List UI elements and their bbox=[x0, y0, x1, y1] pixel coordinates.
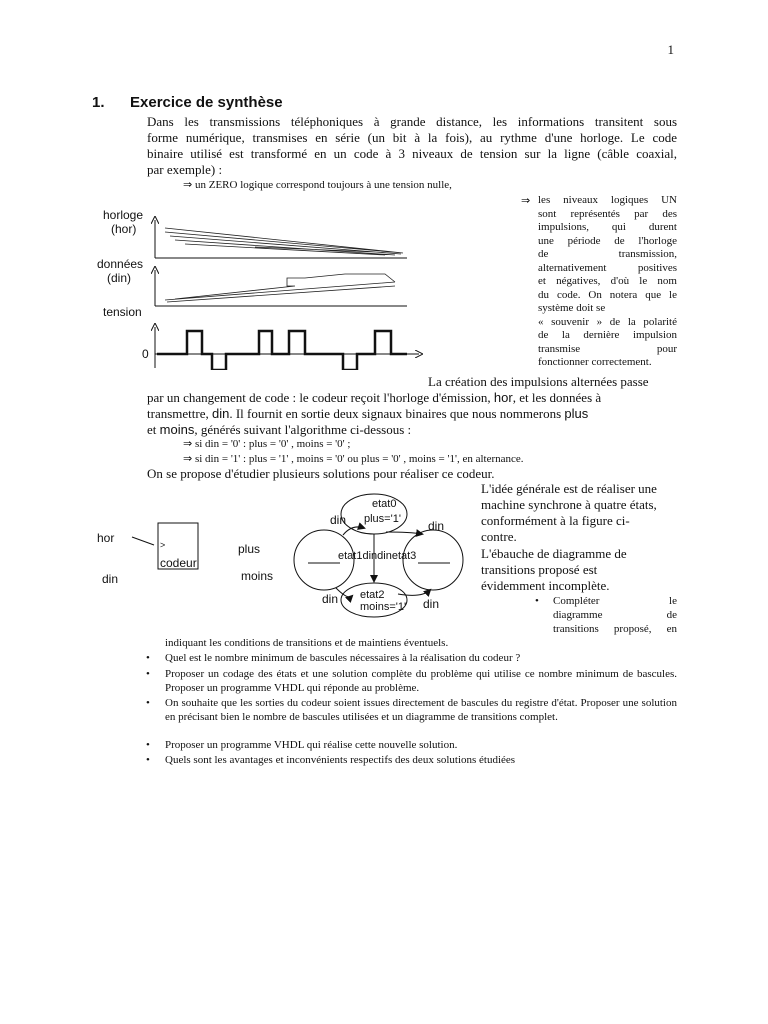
right-line-6: transitions proposé est bbox=[481, 562, 598, 577]
exercise-heading bbox=[92, 94, 283, 111]
intro-line-1: Dans les transmissions téléphoniques à grande distance, les informations transitent sous bbox=[147, 114, 677, 129]
din-transition-label: din bbox=[330, 513, 347, 527]
din-transition-label: din bbox=[423, 597, 440, 611]
intro-line-4: par exemple) : bbox=[147, 162, 223, 177]
codeur-plus-label: plus bbox=[238, 542, 261, 556]
codeur-line-3-end: , générés suivant l'algorithme ci-dessous : bbox=[194, 422, 412, 437]
codeur-line-1-end: , et les données à bbox=[512, 390, 602, 405]
bullet-icon: • bbox=[146, 697, 150, 709]
question-3: On souhaite que les sorties du codeur soient issues directement de bascules du registre d'état. Proposer une solution en précisant bien le nombre de bascules utilisées et un diagramme de transitions complet. bbox=[165, 697, 677, 723]
side-line-9: système doit se bbox=[538, 302, 606, 314]
completer-continued: indiquant les conditions de transitions et de maintiens éventuels. bbox=[165, 637, 449, 649]
side-line-12: transmise pour bbox=[538, 342, 677, 355]
right-line-1: L'idée générale est de réaliser une bbox=[481, 481, 657, 496]
side-line-13: fonctionner correctement. bbox=[538, 356, 652, 368]
implies-arrow-icon: ⇒ bbox=[183, 452, 193, 465]
side-line-6: alternativement positives bbox=[538, 261, 677, 274]
label-tension: tension bbox=[103, 305, 142, 319]
completer-line-2: diagramme de bbox=[553, 609, 677, 621]
right-line-3: conformément à la figure ci- bbox=[481, 513, 630, 528]
codeur-line-3-text: et bbox=[147, 422, 160, 437]
heading-number: 1. bbox=[92, 94, 105, 111]
algo-line-2 bbox=[183, 452, 524, 466]
hor-signal-name: hor bbox=[493, 390, 513, 405]
side-line-3: impulsions, qui durent bbox=[538, 221, 677, 233]
middle-overlap-label: etat1dindinetat3 bbox=[338, 550, 417, 562]
algo-rule-1: si din = '1' : plus = '1' , moins = '0' ou plus = '0' , moins = '1', en alternance. bbox=[194, 453, 524, 465]
bullet-icon: • bbox=[146, 754, 150, 766]
clock-input-icon: > bbox=[160, 540, 166, 550]
moins-signal-name: moins bbox=[159, 422, 195, 437]
codeur-line-2 bbox=[147, 406, 588, 422]
side-line-8: du code. On notera que le bbox=[538, 288, 677, 301]
intro-line-3: binaire utilisé est transformé en un code à 3 niveaux de tension sur la ligne (câble coaxial, bbox=[147, 146, 677, 161]
question-1: Quel est le nombre minimum de bascules nécessaires à la réalisation du codeur ? bbox=[165, 652, 521, 664]
label-din: (din) bbox=[107, 271, 132, 285]
side-line-4: une période de l'horloge bbox=[538, 234, 677, 247]
codeur-block-diagram bbox=[90, 515, 290, 590]
label-donnees: données bbox=[97, 257, 144, 271]
completer-line-1: Compléter le bbox=[553, 595, 677, 607]
side-line-10: « souvenir » de la polarité bbox=[538, 315, 677, 328]
codeur-line-1 bbox=[147, 390, 601, 406]
etat2-output: moins='1' bbox=[360, 601, 407, 613]
right-line-7: évidemment incomplète. bbox=[481, 578, 610, 593]
codeur-line-2-text: transmettre, bbox=[147, 406, 212, 421]
heading-title: Exercice de synthèse bbox=[130, 94, 283, 111]
codeur-line-3 bbox=[147, 422, 411, 438]
side-line-1: les niveaux logiques UN bbox=[538, 194, 677, 206]
timing-diagram bbox=[95, 200, 425, 370]
right-line-5: L'ébauche de diagramme de bbox=[481, 546, 627, 561]
side-line-11: de la dernière impulsion bbox=[538, 329, 677, 341]
side-line-2: sont représentés par des bbox=[538, 207, 677, 220]
din-transition-label: din bbox=[428, 519, 445, 533]
bullet-icon: • bbox=[146, 652, 150, 664]
right-line-2: machine synchrone à quatre états, bbox=[481, 497, 657, 512]
question-2: Proposer un codage des états et une solution complète du problème qui utilise ce nombre minimum de bascules. Proposer un programme VHDL qui réponde au problème. bbox=[165, 668, 677, 694]
etat2-label: etat2 bbox=[360, 589, 385, 601]
propose-line: On se propose d'étudier plusieurs solutions pour réaliser ce codeur. bbox=[147, 466, 495, 481]
data-axes bbox=[155, 270, 407, 306]
side-line-5: de transmission, bbox=[538, 248, 677, 260]
codeur-line-2-end: . Il fournit en sortie deux signaux binaires que nous nommerons bbox=[229, 406, 565, 421]
implies-arrow-icon: ⇒ bbox=[183, 437, 193, 450]
zero-rule bbox=[183, 178, 452, 192]
intro-line-2: forme numérique, transmises en série (un bit à la fois), au rythme d'une horloge. Le code bbox=[147, 130, 677, 145]
side-arrow bbox=[521, 194, 530, 208]
completer-line-3: transitions proposé, en bbox=[553, 623, 677, 635]
implies-arrow-icon: ⇒ bbox=[521, 194, 531, 207]
tension-axes bbox=[155, 327, 419, 370]
codeur-moins-label: moins bbox=[241, 569, 274, 583]
codeur-din-label: din bbox=[102, 572, 119, 586]
algo-rule-0: si din = '0' : plus = '0' , moins = '0' ; bbox=[194, 438, 351, 450]
plus-signal-name: plus bbox=[564, 406, 589, 421]
label-zero: 0 bbox=[142, 347, 149, 361]
creation-line: La création des impulsions alternées passe bbox=[428, 374, 649, 389]
din-signal-name: din bbox=[211, 406, 230, 421]
right-line-4: contre. bbox=[481, 529, 517, 544]
bullet-icon: • bbox=[535, 595, 539, 607]
side-line-7: et négatives, d'où le nom bbox=[538, 275, 677, 287]
implies-arrow-icon: ⇒ bbox=[183, 178, 193, 191]
etat0-output: plus='1' bbox=[364, 513, 401, 525]
question-4: Proposer un programme VHDL qui réalise cette nouvelle solution. bbox=[165, 739, 458, 751]
bullet-icon: • bbox=[146, 668, 150, 680]
codeur-line-1-text: par un changement de code : le codeur reçoit l'horloge d'émission, bbox=[147, 390, 494, 405]
bullet-icon: • bbox=[146, 739, 150, 751]
tension-waveform bbox=[157, 331, 407, 370]
page-number: 1 bbox=[667, 42, 674, 57]
label-horloge: horloge bbox=[103, 208, 144, 222]
label-hor: (hor) bbox=[111, 222, 137, 236]
etat0-label: etat0 bbox=[372, 498, 397, 510]
clock-axes bbox=[155, 220, 407, 258]
zero-rule-text: un ZERO logique correspond toujours à une tension nulle, bbox=[194, 179, 452, 191]
question-5: Quels sont les avantages et inconvénients respectifs des deux solutions étudiées bbox=[165, 754, 516, 766]
codeur-hor-label: hor bbox=[97, 531, 115, 545]
din-transition-label: din bbox=[322, 592, 339, 606]
codeur-box-label: codeur bbox=[160, 556, 197, 570]
algo-line-1 bbox=[183, 437, 350, 451]
state-diagram bbox=[290, 490, 470, 620]
